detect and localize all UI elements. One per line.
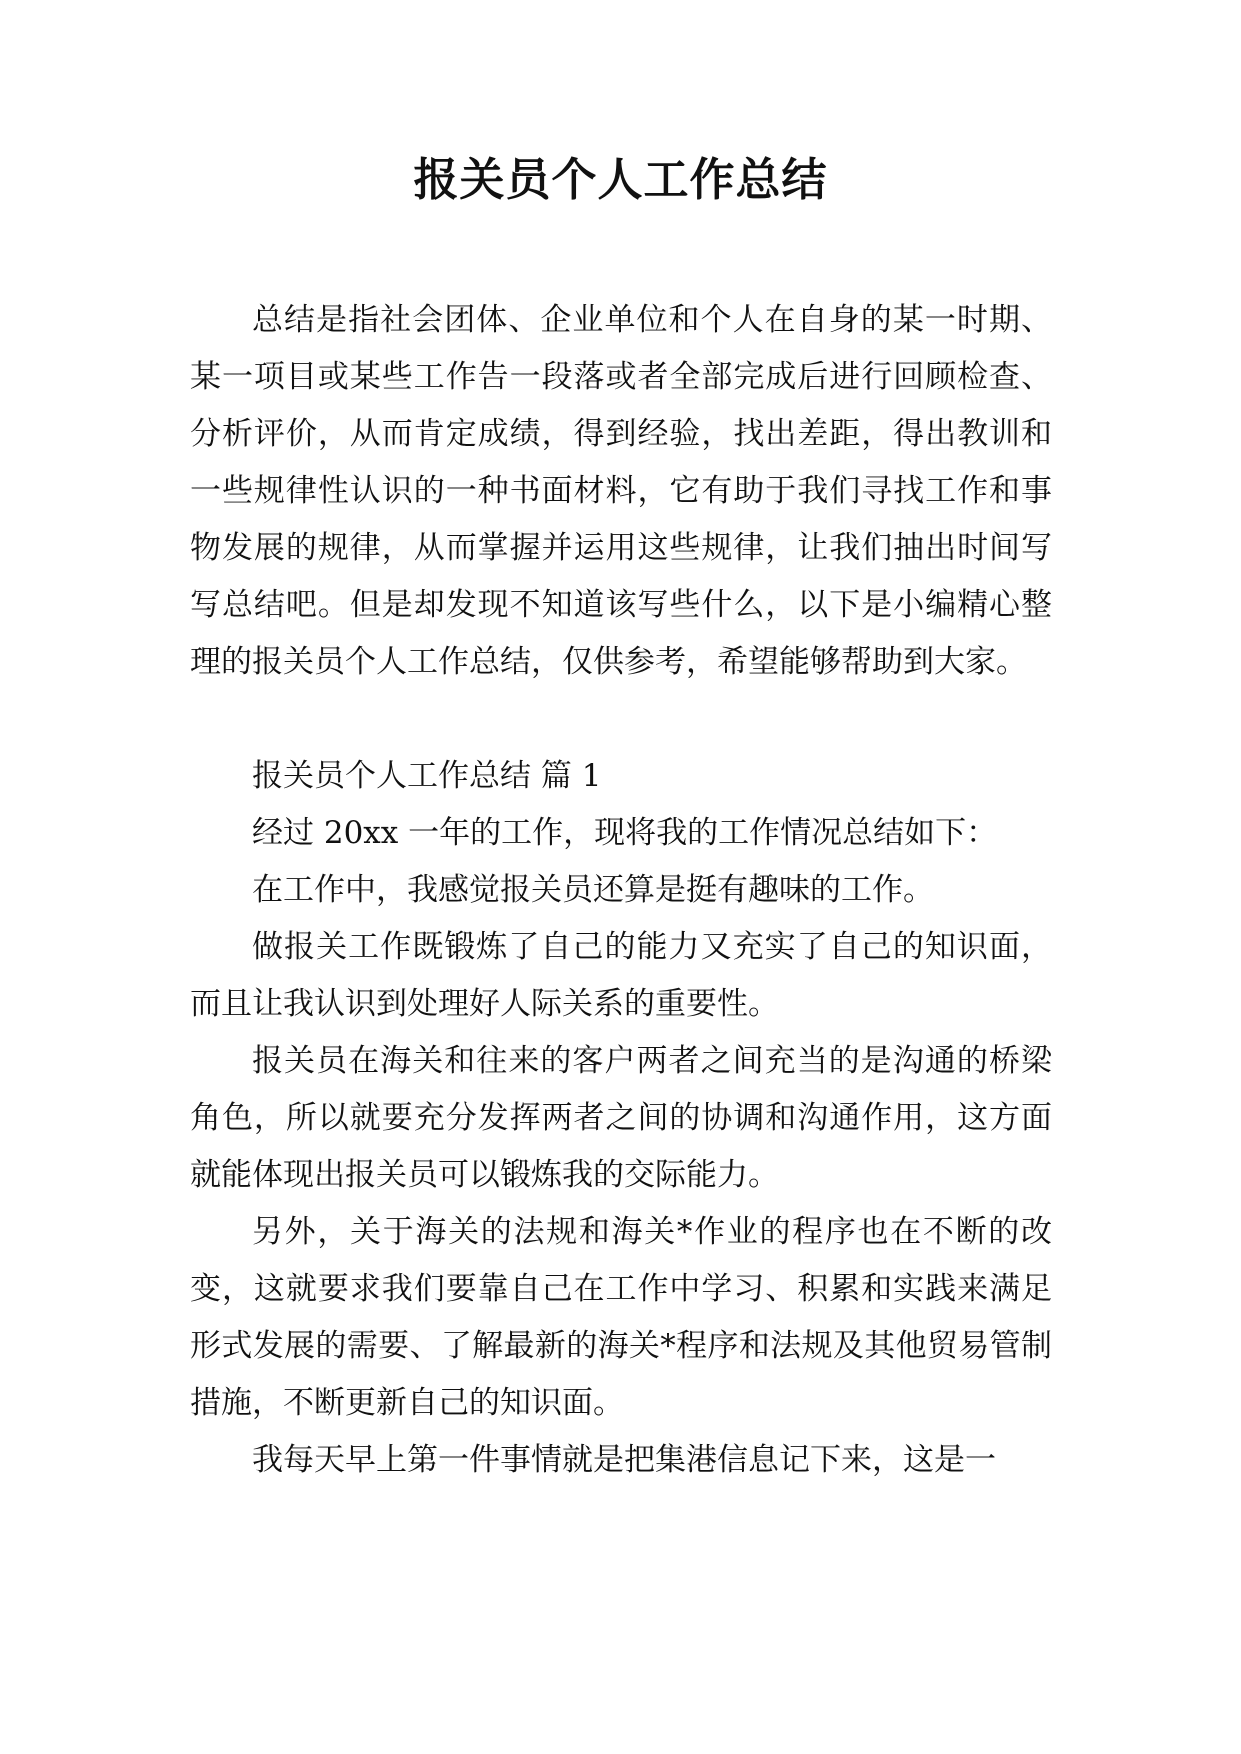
paragraph: 做报关工作既锻炼了自己的能力又充实了自己的知识面，而且让我认识到处理好人际关系的重要性。 (190, 929, 1052, 1022)
paragraph: 报关员在海关和往来的客户两者之间充当的是沟通的桥梁角色，所以就要充分发挥两者之间的协调和沟通作用，这方面就能体现出报关员可以锻炼我的交际能力。 (190, 1043, 1052, 1193)
paragraph: 另外，关于海关的法规和海关*作业的程序也在不断的改变，这就要求我们要靠自己在工作中学习、积累和实践来满足形式发展的需要、了解最新的海关*程序和法规及其他贸易管制措施，不断更新自己的知识面。 (190, 1214, 1052, 1421)
section-heading: 报关员个人工作总结 篇 1 (252, 758, 602, 794)
document-body (190, 292, 1052, 1489)
paragraph: 我每天早上第一件事情就是把集港信息记下来，这是一 (252, 1442, 996, 1478)
intro-paragraph: 总结是指社会团体、企业单位和个人在自身的某一时期、某一项目或某些工作告一段落或者全部完成后进行回顾检查、分析评价，从而肯定成绩，得到经验，找出差距，得出教训和一些规律性认识的一种书面材料，它有助于我们寻找工作和事物发展的规律，从而掌握并运用这些规律，让我们抽出时间写写总结吧。但是却发现不知道该写些什么，以下是小编精心整理的报关员个人工作总结，仅供参考，希望能够帮助到大家。 (190, 302, 1052, 680)
document-title: 报关员个人工作总结 (413, 153, 828, 206)
paragraph: 经过 20xx 一年的工作，现将我的工作情况总结如下： (252, 815, 998, 851)
paragraph: 在工作中，我感觉报关员还算是挺有趣味的工作。 (252, 872, 934, 908)
